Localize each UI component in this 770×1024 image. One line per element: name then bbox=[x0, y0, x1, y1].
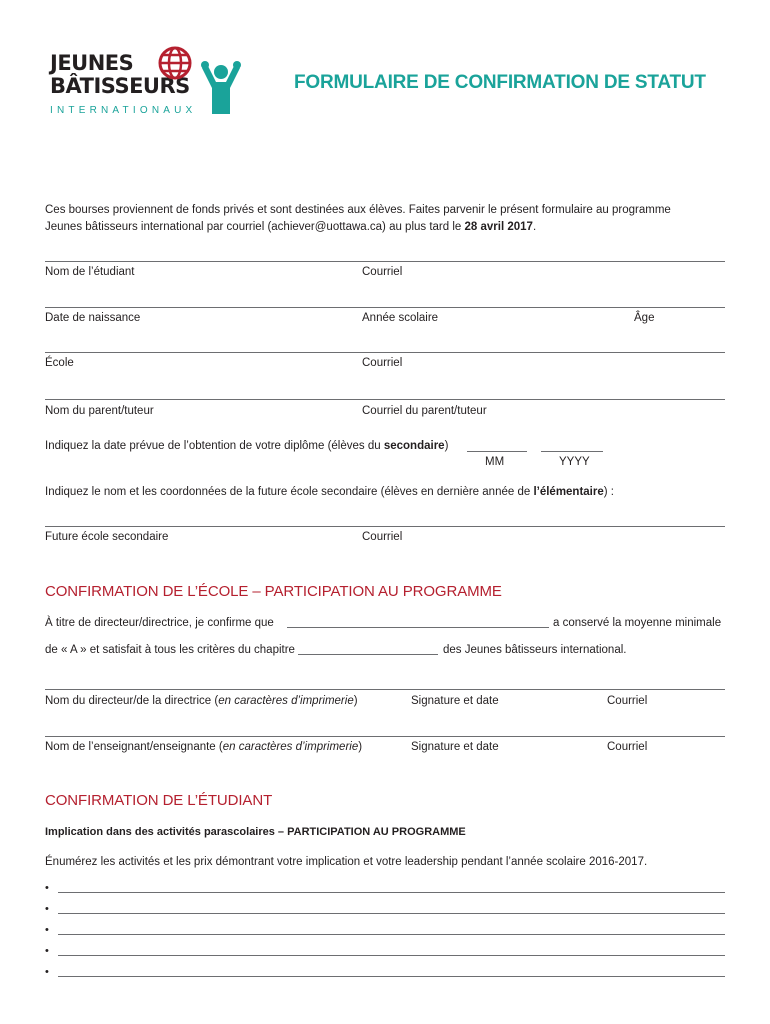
school-email-label: Courriel bbox=[362, 357, 403, 369]
principal-name-label bbox=[45, 694, 358, 708]
bullet-4: • bbox=[45, 945, 49, 957]
principal-label-italic: en caractères d’imprimerie bbox=[218, 695, 354, 707]
future-school-line[interactable] bbox=[45, 526, 725, 527]
student-confirmation-title: CONFIRMATION DE L’ÉTUDIANT bbox=[45, 792, 273, 809]
principal-statement-line-2: de « A » et satisfait à tous les critères du chapitre bbox=[45, 644, 295, 656]
logo-line-3: INTERNATIONAUX bbox=[50, 105, 197, 116]
bullet-1: • bbox=[45, 882, 49, 894]
principal-statement-line-2-end: des Jeunes bâtisseurs international. bbox=[443, 644, 627, 656]
activity-line-2[interactable] bbox=[58, 913, 725, 914]
principal-label-close: ) bbox=[353, 695, 358, 707]
teacher-label-close: ) bbox=[358, 741, 363, 753]
principal-line[interactable] bbox=[45, 689, 725, 690]
activities-subtitle: Implication dans des activités parascolaires – PARTICIPATION AU PROGRAMME bbox=[45, 826, 466, 838]
chapter-blank[interactable] bbox=[298, 654, 438, 655]
activity-line-1[interactable] bbox=[58, 892, 725, 893]
teacher-label-text: Nom de l’enseignant/enseignante ( bbox=[45, 741, 223, 753]
principal-label-text: Nom du directeur/de la directrice ( bbox=[45, 695, 219, 707]
activity-line-4[interactable] bbox=[58, 955, 725, 956]
principal-signature-label: Signature et date bbox=[411, 695, 499, 707]
page-title: FORMULAIRE DE CONFIRMATION DE STATUT bbox=[294, 72, 706, 93]
parent-email-label: Courriel du parent/tuteur bbox=[362, 405, 487, 417]
logo-line-1: JEUNES bbox=[50, 51, 134, 75]
graduation-close: ) bbox=[444, 440, 449, 452]
future-school-text: Indiquez le nom et les coordonnées de la future école secondaire (élèves en dernière année de bbox=[45, 486, 534, 498]
child-figure-icon bbox=[198, 60, 244, 118]
globe-icon bbox=[158, 46, 192, 80]
intro-end: . bbox=[532, 221, 537, 233]
teacher-name-label bbox=[45, 740, 362, 754]
birth-date-line[interactable] bbox=[45, 307, 725, 308]
future-school-email-label: Courriel bbox=[362, 531, 403, 543]
graduation-text: Indiquez la date prévue de l’obtention de votre diplôme (élèves du bbox=[45, 440, 384, 452]
school-year-label: Année scolaire bbox=[362, 312, 439, 324]
activities-instructions: Énumérez les activités et les prix démontrant votre implication et votre leadership pendant l’année scolaire 2016-2017. bbox=[45, 856, 648, 868]
bullet-2: • bbox=[45, 903, 49, 915]
month-field[interactable] bbox=[467, 451, 527, 452]
logo bbox=[48, 48, 248, 120]
graduation-bold: secondaire bbox=[383, 440, 445, 452]
logo-line-2: BÂTISSEURS bbox=[50, 74, 190, 98]
student-name-line[interactable] bbox=[45, 261, 725, 262]
principal-statement-line-1-end: a conservé la moyenne minimale bbox=[553, 617, 722, 629]
activity-line-5[interactable] bbox=[58, 976, 725, 977]
deadline-date: 28 avril 2017 bbox=[464, 221, 533, 233]
year-label: YYYY bbox=[559, 456, 590, 468]
teacher-signature-label: Signature et date bbox=[411, 741, 499, 753]
year-field[interactable] bbox=[541, 451, 603, 452]
parent-line[interactable] bbox=[45, 399, 725, 400]
parent-name-label: Nom du parent/tuteur bbox=[45, 405, 154, 417]
principal-statement-line-1: À titre de directeur/directrice, je confirme que bbox=[45, 617, 274, 629]
school-label: École bbox=[45, 357, 74, 369]
bullet-3: • bbox=[45, 924, 49, 936]
month-label: MM bbox=[485, 456, 505, 468]
future-school-close: ) : bbox=[603, 486, 614, 498]
teacher-email-label: Courriel bbox=[607, 741, 648, 753]
future-school-question bbox=[45, 485, 614, 499]
activity-line-3[interactable] bbox=[58, 934, 725, 935]
school-confirmation-title: CONFIRMATION DE L’ÉCOLE – PARTICIPATION AU PROGRAMME bbox=[45, 583, 502, 600]
intro-line-1: Ces bourses proviennent de fonds privés et sont destinées aux élèves. Faites parvenir le présent formulaire au programme bbox=[45, 204, 671, 216]
age-label: Âge bbox=[634, 312, 655, 324]
graduation-question bbox=[45, 439, 448, 453]
principal-email-label: Courriel bbox=[607, 695, 648, 707]
email-label: Courriel bbox=[362, 266, 403, 278]
intro-text: Jeunes bâtisseurs international par courriel (achiever@uottawa.ca) au plus tard le bbox=[45, 221, 465, 233]
intro-line-2 bbox=[45, 220, 536, 234]
school-line[interactable] bbox=[45, 352, 725, 353]
future-school-bold: l’élémentaire bbox=[533, 486, 604, 498]
teacher-line[interactable] bbox=[45, 736, 725, 737]
future-school-label: Future école secondaire bbox=[45, 531, 169, 543]
student-name-label: Nom de l’étudiant bbox=[45, 266, 135, 278]
birth-date-label: Date de naissance bbox=[45, 312, 141, 324]
bullet-5: • bbox=[45, 966, 49, 978]
teacher-label-italic: en caractères d’imprimerie bbox=[222, 741, 359, 753]
student-name-blank[interactable] bbox=[287, 627, 549, 628]
